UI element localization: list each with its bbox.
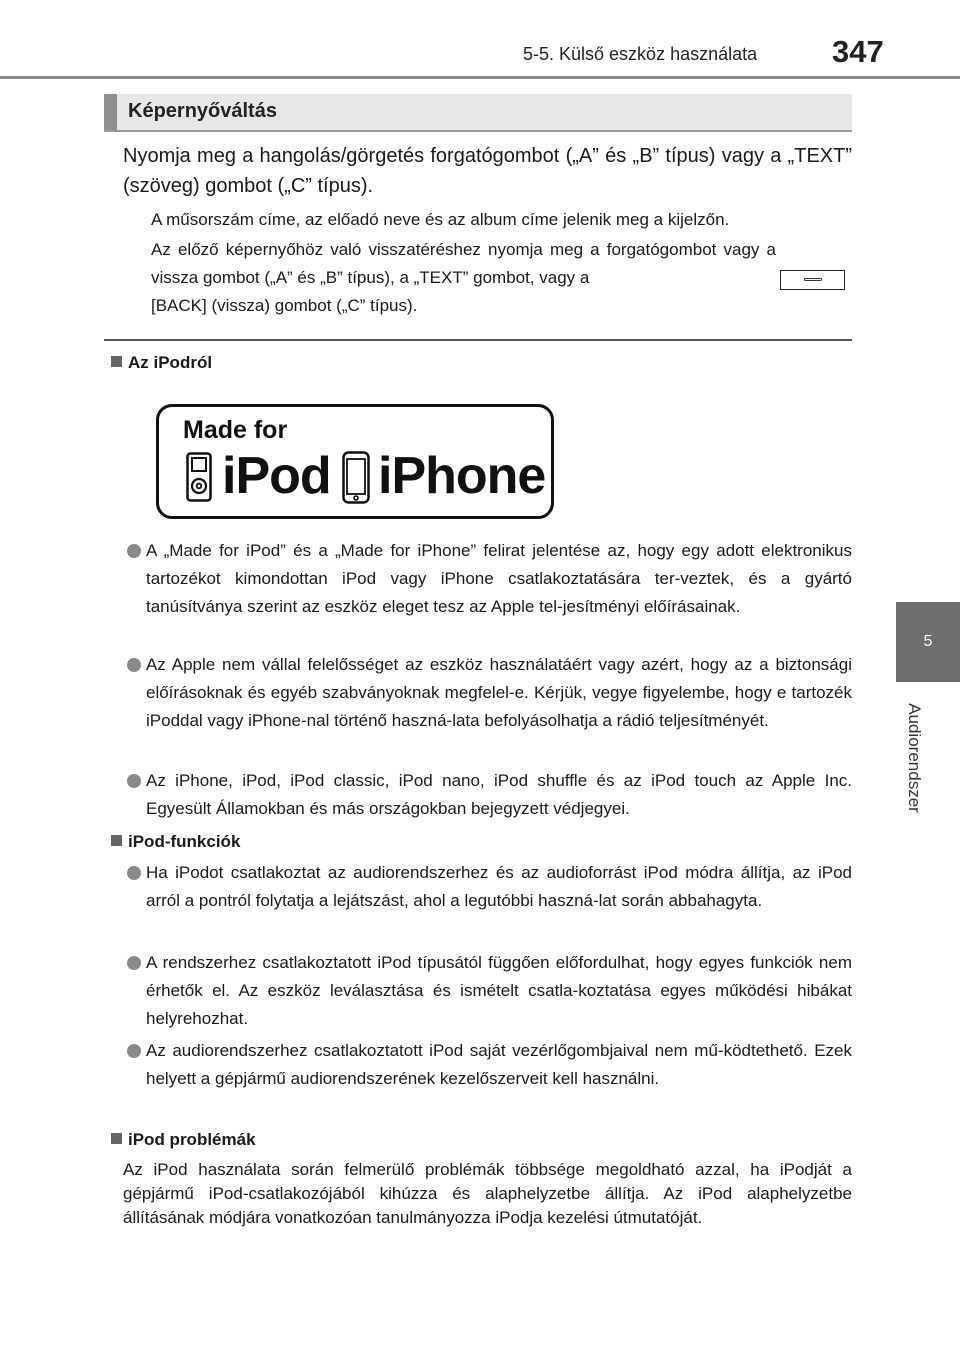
- list-item-text: A „Made for iPod” és a „Made for iPhone” felirat jelentése az, hogy egy adott elektronikus tartozékot kimondottan iPod vagy iPhone csatlakoztatására ter-veztek, és a gyártó tanúsítványa szerint az eszköz eleget tesz az Apple tel-jesítményi előírásainak.: [146, 541, 852, 616]
- note-return-info: Az előző képernyőhöz való visszatéréshez nyomja meg a forgatógombot vagy a vissza gombot („A” és „B” típus), a „TEXT” gombot, vagy a: [151, 240, 776, 287]
- ipod-problems-text: Az iPod használata során felmerülő problémák többsége megoldható azzal, ha iPodját a gépjármű iPod-csatlakozójából kihúzza és alaphelyzetbe állítja. Az iPod alaphelyzetbe állításának módjára vonatkozóan tanulmányozza iPodja kezelési útmutatóját.: [123, 1160, 852, 1227]
- list-item-text: A rendszerhez csatlakoztatott iPod típusától függően előfordulhat, hogy egyes funkciók nem érhetők el. Az eszköz leválasztása és ismételt csatla-koztatása egyes működési hibákat helyrehozhat.: [146, 953, 852, 1028]
- bullet-dot-icon: [127, 774, 141, 788]
- subheading-ipod-problems-text: iPod problémák: [128, 1130, 256, 1149]
- logo-iphone-text: iPhone: [378, 447, 546, 505]
- list-item: [127, 949, 852, 1033]
- chapter-tab-number: 5: [896, 602, 960, 682]
- list-item: [127, 537, 852, 621]
- header-section-title: 5-5. Külső eszköz használata: [523, 44, 758, 64]
- section-divider: [104, 339, 852, 341]
- list-item: [127, 767, 852, 823]
- list-item-text: Az audiorendszerhez csatlakoztatott iPod saját vezérlőgombjaival nem mű-ködtethető. Ezek helyett a gépjármű audiorendszerének kezelőszerveit kell használni.: [146, 1041, 852, 1088]
- iphone-icon: [342, 451, 370, 504]
- logo-ipod-text: iPod: [222, 447, 331, 505]
- list-item: [127, 1037, 852, 1093]
- chapter-tab-label: [897, 688, 931, 828]
- section-title-bar: [104, 94, 852, 132]
- square-bullet-icon: [111, 356, 122, 367]
- subheading-ipod-problems: [111, 1130, 256, 1150]
- list-item-text: Az iPhone, iPod, iPod classic, iPod nano, iPod shuffle és az iPod touch az Apple Inc. Egyesült Államokban és más országokban bejegyzett védjegyei.: [146, 771, 852, 818]
- section-bar-accent: [104, 94, 117, 130]
- back-button-icon: [780, 270, 845, 290]
- bullet-dot-icon: [127, 866, 141, 880]
- chapter-label-text: Audiorendszer: [905, 703, 924, 813]
- list-item-text: Az Apple nem vállal felelősséget az eszköz használatáért vagy azért, hogy az a biztonsági előírásoknak és egyéb szabványoknak megfelel-e. Kérjük, vegye figyelembe, hogy e tartozék iPoddal vagy iPhone-nal történő haszná-lata befolyásolhatja a rádió teljesítményét.: [146, 655, 852, 730]
- list-item-text: Ha iPodot csatlakoztat az audiorendszerhez és az audioforrást iPod módra állítja, az iPod arról a pontról folytatja a lejátszást, ahol a legutóbbi haszná-lat során abbahagyta.: [146, 863, 852, 910]
- bullet-dot-icon: [127, 544, 141, 558]
- logo-made-for-text: Made for: [183, 416, 288, 444]
- subheading-about-ipod: [111, 353, 212, 373]
- back-button-slot: [804, 278, 822, 281]
- square-bullet-icon: [111, 835, 122, 846]
- square-bullet-icon: [111, 1133, 122, 1144]
- section-title: Képernyőváltás: [128, 100, 277, 122]
- note-return-info-end: [BACK] (vissza) gombot („C” típus).: [151, 296, 418, 315]
- subheading-about-ipod-text: Az iPodról: [128, 353, 213, 372]
- bullet-dot-icon: [127, 1044, 141, 1058]
- bullet-dot-icon: [127, 658, 141, 672]
- ipod-icon: [186, 452, 212, 502]
- subheading-ipod-functions-text: iPod-funkciók: [128, 832, 241, 851]
- bullet-dot-icon: [127, 956, 141, 970]
- subheading-ipod-functions: [111, 832, 240, 852]
- header-rule: [0, 76, 960, 79]
- page-number: 347: [832, 34, 884, 69]
- instruction-text: Nyomja meg a hangolás/görgetés forgatógombot („A” és „B” típus) vagy a „TEXT” (szöveg) gombot („C” típus).: [123, 145, 852, 197]
- note-display-info: A műsorszám címe, az előadó neve és az album címe jelenik meg a kijelzőn.: [151, 210, 730, 229]
- list-item: [127, 651, 852, 735]
- list-item: [127, 859, 852, 915]
